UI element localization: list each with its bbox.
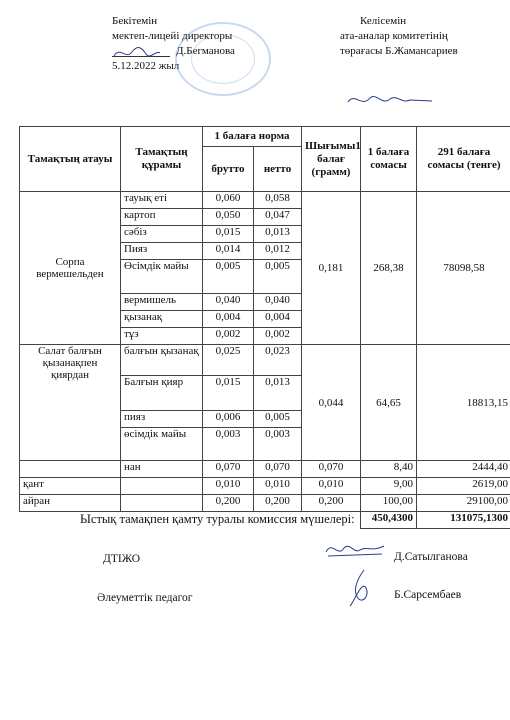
approve-signer: Д.Бегманова	[176, 45, 235, 57]
ingredient: тұз	[121, 328, 203, 345]
cost-total-value: 78098,58	[417, 192, 510, 345]
brutto-value: 0,002	[203, 328, 254, 345]
dish-name: Сорпа вермешельден	[20, 192, 121, 345]
agreement-block	[340, 14, 458, 59]
commission-title: Ыстық тамақпен қамту туралы комиссия мүшелері:	[80, 512, 355, 526]
netto-value: 0,002	[254, 328, 302, 345]
member-role: Әлеуметтік педагог	[97, 592, 193, 604]
ingredient: картоп	[121, 209, 203, 226]
brutto-value: 0,060	[203, 192, 254, 209]
netto-value: 0,047	[254, 209, 302, 226]
member-signature	[322, 538, 388, 560]
total-cost-one: 450,4300	[361, 512, 417, 529]
yield-value: 0,181	[302, 192, 361, 345]
agree-committee: ата-аналар комитетінің	[340, 30, 448, 42]
brutto-value: 0,040	[203, 294, 254, 311]
brutto-value: 0,025	[203, 345, 254, 376]
member-signature	[344, 568, 380, 608]
netto-value: 0,004	[254, 311, 302, 328]
cost-total-value: 29100,00	[417, 495, 510, 512]
dish-name: айран	[20, 495, 121, 512]
brutto-value: 0,004	[203, 311, 254, 328]
brutto-value: 0,010	[203, 478, 254, 495]
ingredient: сәбіз	[121, 226, 203, 243]
ingredient: Пияз	[121, 243, 203, 260]
ingredient: нан	[121, 461, 203, 478]
ingredient: Балғын қияр	[121, 376, 203, 411]
brutto-value: 0,015	[203, 376, 254, 411]
header-yield: Шығымы1 балағ (грамм)	[302, 127, 361, 192]
netto-value: 0,010	[254, 478, 302, 495]
netto-value: 0,013	[254, 376, 302, 411]
header-cost-total: 291 балаға сомасы (тенге)	[417, 127, 510, 192]
agree-heading: Келісемін	[360, 15, 407, 27]
netto-value: 0,058	[254, 192, 302, 209]
stamp-seal	[175, 22, 271, 96]
netto-value: 0,200	[254, 495, 302, 512]
netto-value: 0,005	[254, 260, 302, 294]
director-signature	[112, 44, 162, 62]
ingredient: тауық еті	[121, 192, 203, 209]
brutto-value: 0,005	[203, 260, 254, 294]
dish-name: Салат балғын қызанақпен қиярдан	[20, 345, 121, 461]
total-cost-all: 131075,1300	[417, 512, 510, 529]
approve-position: мектеп-лицейі директоры	[112, 30, 233, 42]
brutto-value: 0,003	[203, 428, 254, 461]
cost-one-value: 64,65	[361, 345, 417, 461]
cost-one-value: 268,38	[361, 192, 417, 345]
netto-value: 0,070	[254, 461, 302, 478]
netto-value: 0,003	[254, 428, 302, 461]
table-row	[20, 461, 510, 478]
agree-chairman: төрағасы Б.Жамансариев	[340, 45, 458, 57]
cost-total-value: 2444,40	[417, 461, 510, 478]
table-row	[20, 345, 510, 376]
brutto-value: 0,200	[203, 495, 254, 512]
brutto-value: 0,006	[203, 411, 254, 428]
ingredient: Өсімдік майы	[121, 260, 203, 294]
menu-table	[19, 126, 510, 529]
header-netto: нетто	[254, 147, 302, 192]
cost-total-value: 2619,00	[417, 478, 510, 495]
approve-heading: Бекітемін	[112, 15, 158, 27]
member-name: Д.Сатылганова	[394, 551, 468, 563]
member-name: Б.Сарсембаев	[394, 589, 462, 601]
member-role: ДТІЖО	[103, 553, 141, 565]
yield-value: 0,200	[302, 495, 361, 512]
brutto-value: 0,050	[203, 209, 254, 226]
ingredient: өсімдік майы	[121, 428, 203, 461]
cost-one-value: 100,00	[361, 495, 417, 512]
table-row	[20, 192, 510, 209]
header-cost-one: 1 балаға сомасы	[361, 127, 417, 192]
table-row	[20, 495, 510, 512]
yield-value: 0,010	[302, 478, 361, 495]
header-name: Тамақтың атауы	[20, 127, 121, 192]
brutto-value: 0,014	[203, 243, 254, 260]
ingredient: пияз	[121, 411, 203, 428]
netto-value: 0,012	[254, 243, 302, 260]
ingredient: балғын қызанақ	[121, 345, 203, 376]
ingredient: вермишель	[121, 294, 203, 311]
dish-name: қант	[20, 478, 121, 495]
cost-total-value: 18813,15	[417, 345, 510, 461]
chairman-signature	[344, 90, 434, 110]
dish-name	[20, 461, 121, 478]
netto-value: 0,040	[254, 294, 302, 311]
brutto-value: 0,015	[203, 226, 254, 243]
netto-value: 0,023	[254, 345, 302, 376]
header-norm: 1 балаға норма	[203, 127, 302, 147]
cost-one-value: 8,40	[361, 461, 417, 478]
approve-date: 5.12.2022 жыл	[112, 60, 180, 72]
cost-one-value: 9,00	[361, 478, 417, 495]
table-row	[20, 478, 510, 495]
header-brutto: брутто	[203, 147, 254, 192]
ingredient	[121, 495, 203, 512]
yield-value: 0,070	[302, 461, 361, 478]
netto-value: 0,005	[254, 411, 302, 428]
brutto-value: 0,070	[203, 461, 254, 478]
yield-value: 0,044	[302, 345, 361, 461]
ingredient	[121, 478, 203, 495]
netto-value: 0,013	[254, 226, 302, 243]
ingredient: қызанақ	[121, 311, 203, 328]
header-composition: Тамақтың құрамы	[121, 127, 203, 192]
